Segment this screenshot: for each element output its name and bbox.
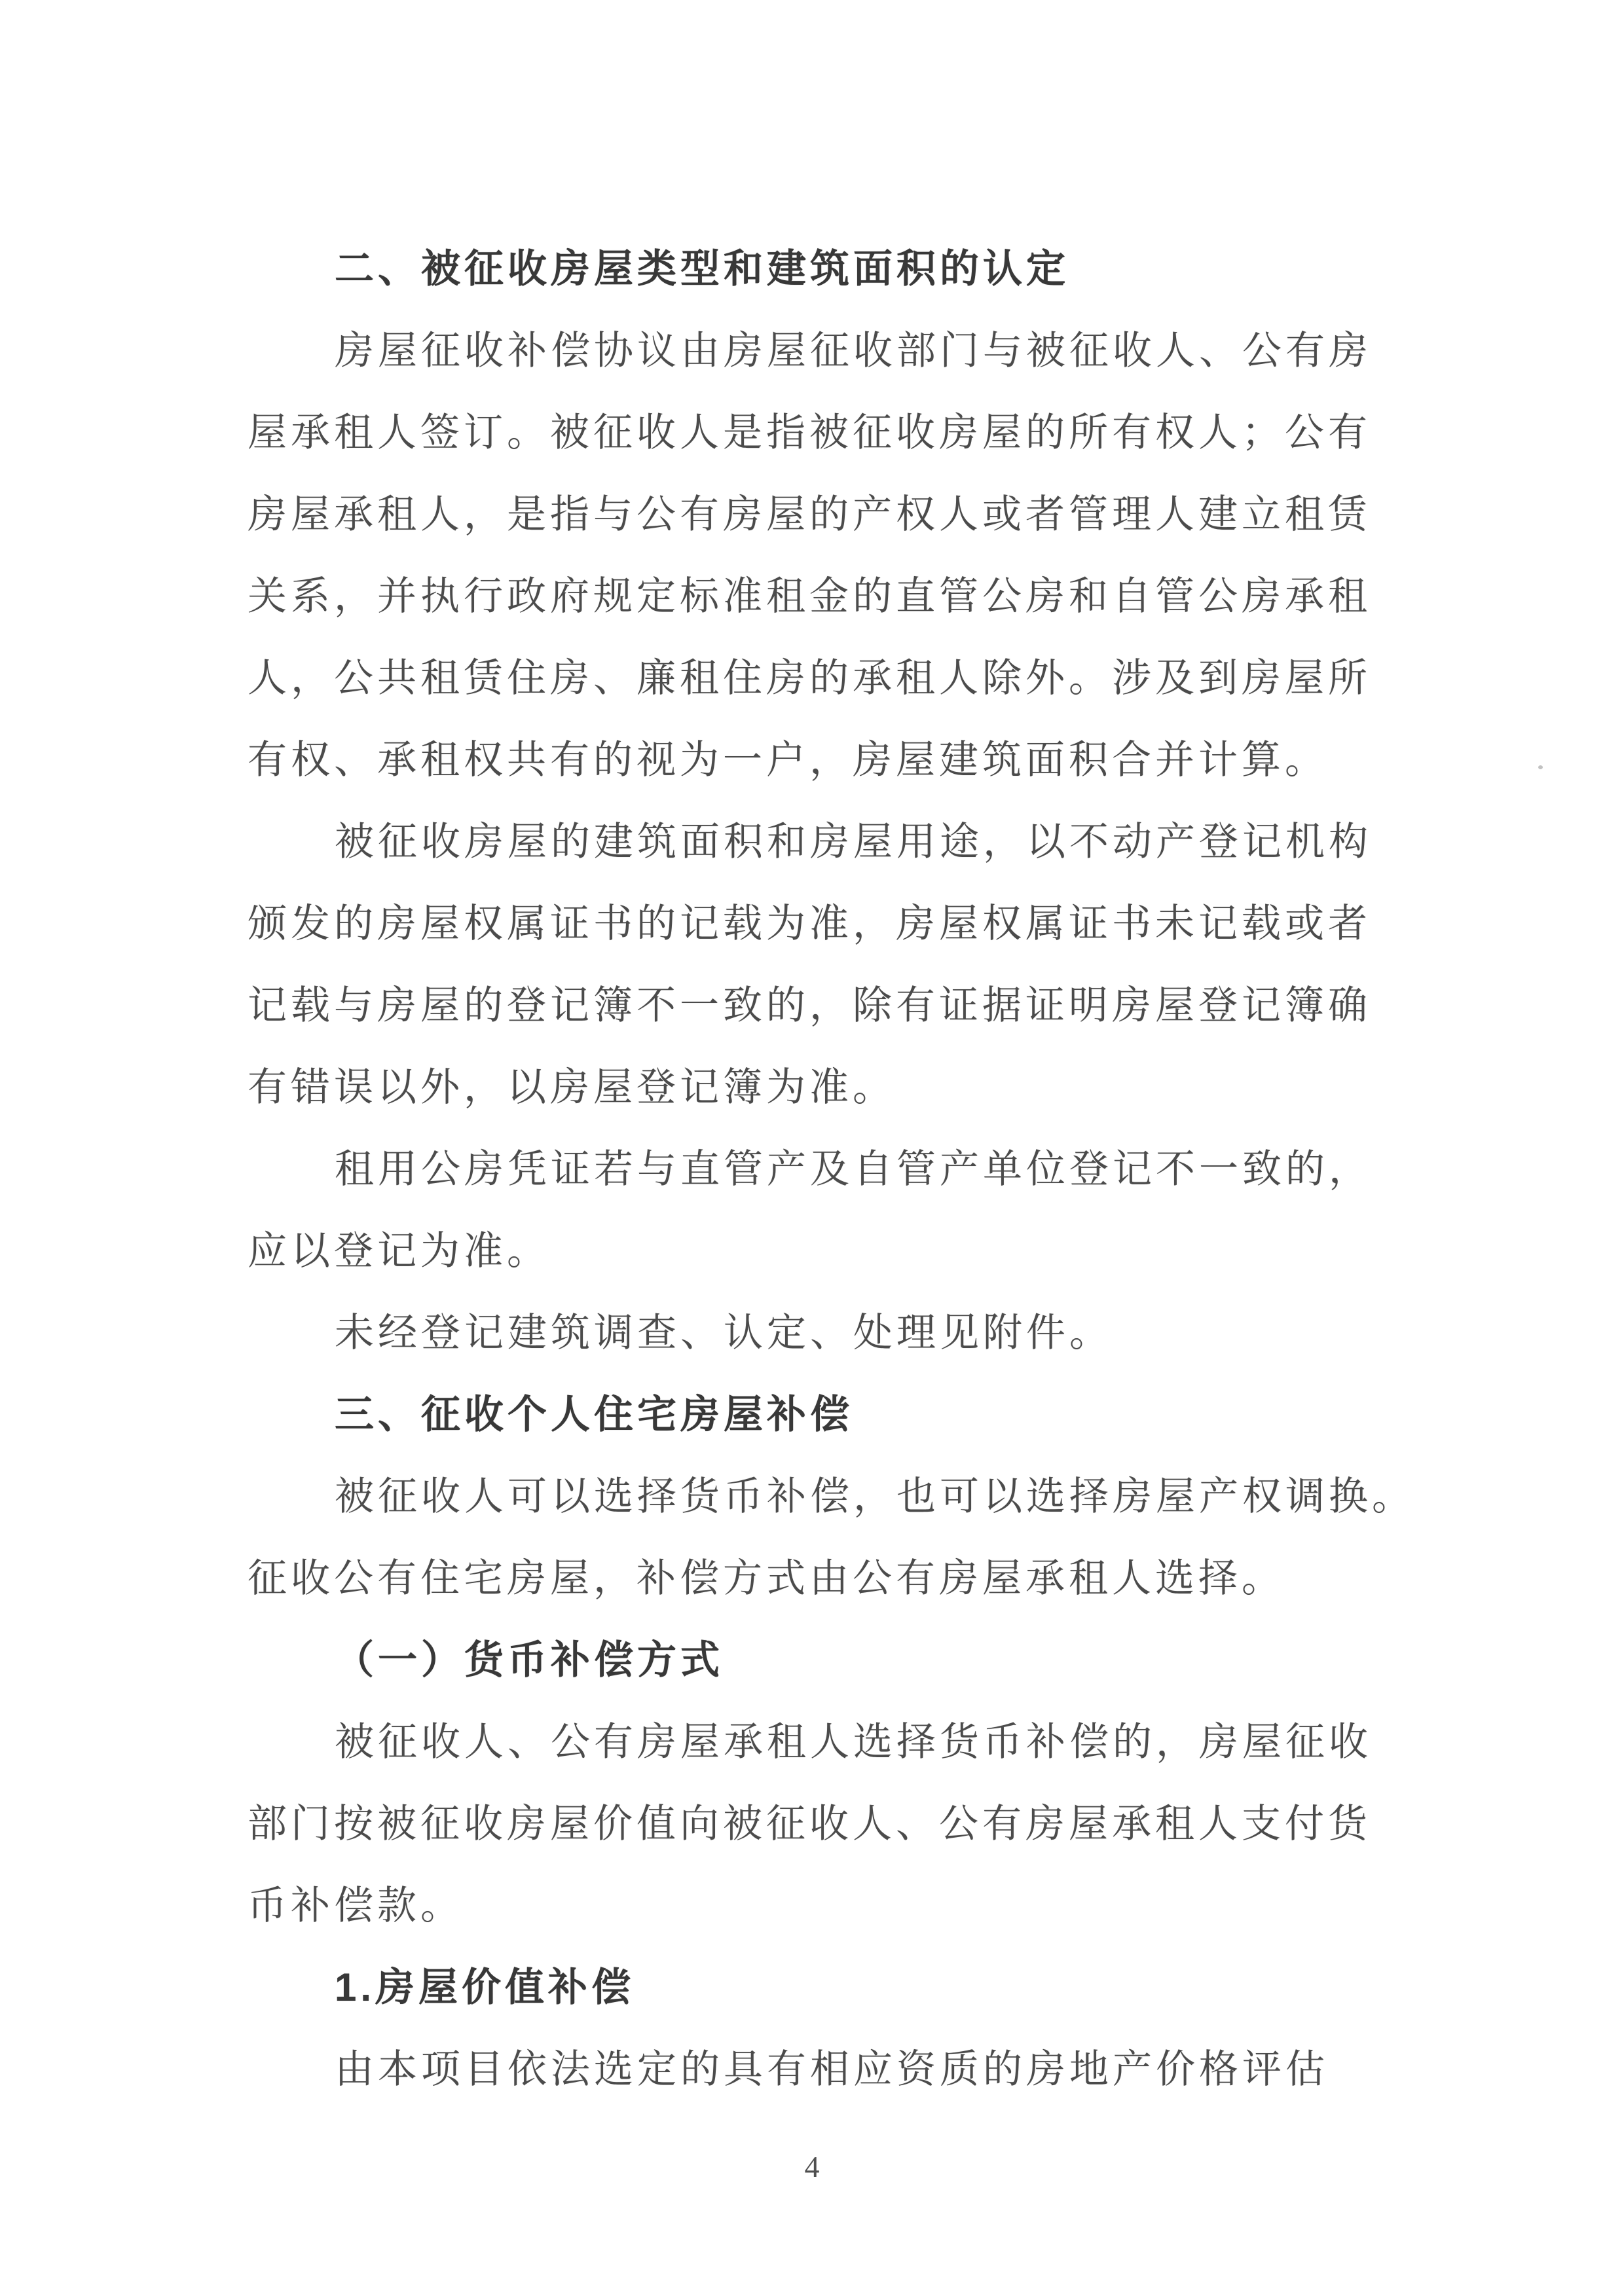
text-line: 应以登记为准。 [248,1230,550,1273]
text-line: 征收公有住宅房屋，补偿方式由公有房屋承租人选择。 [248,1557,1285,1600]
text-line: 人，公共租赁住房、廉租住房的承租人除外。涉及到房屋所 [248,657,1371,700]
text-line: 有权、承租权共有的视为一户，房屋建筑面积合并计算。 [248,738,1328,782]
text-line: 租用公房凭证若与直管产及自管产单位登记不一致的， [335,1148,1372,1191]
heading-section-three: 三、征收个人住宅房屋补偿 [335,1393,853,1436]
text-line: 关系，并执行政府规定标准租金的直管公房和自管公房承租 [248,575,1371,618]
heading-section-two: 二、被征收房屋类型和建筑面积的认定 [335,247,1069,291]
document-body [248,244,1415,2142]
text-line: 屋承租人签订。被征收人是指被征收房屋的所有权人；公有 [248,411,1371,454]
text-line: 由本项目依法选定的具有相应资质的房地产价格评估 [335,2048,1329,2091]
text-line: 未经登记建筑调查、认定、处理见附件。 [335,1311,1113,1355]
heading-item-1: 1.房屋价值补偿 [335,1965,635,2009]
text-line: 被征收人可以选择货币补偿，也可以选择房屋产权调换。 [335,1475,1415,1518]
page-number: 4 [804,2150,820,2183]
text-line: 币补偿款。 [248,1884,464,1927]
scan-speck [1538,765,1543,769]
text-line: 记载与房屋的登记簿不一致的，除有证据证明房屋登记簿确 [248,984,1371,1027]
text-line: 部门按被征收房屋价值向被征收人、公有房屋承租人支付货 [248,1802,1371,1846]
heading-subsection-one: （一）货币补偿方式 [335,1638,724,1682]
text-line: 颁发的房屋权属证书的记载为准，房屋权属证书未记载或者 [248,902,1371,945]
text-line: 房屋征收补偿协议由房屋征收部门与被征收人、公有房 [335,329,1372,373]
text-line: 被征收人、公有房屋承租人选择货币补偿的，房屋征收 [335,1721,1372,1764]
text-line: 有错误以外，以房屋登记簿为准。 [248,1066,896,1109]
text-line: 被征收房屋的建筑面积和房屋用途，以不动产登记机构 [335,820,1372,864]
text-line: 房屋承租人，是指与公有房屋的产权人或者管理人建立租赁 [248,493,1371,536]
